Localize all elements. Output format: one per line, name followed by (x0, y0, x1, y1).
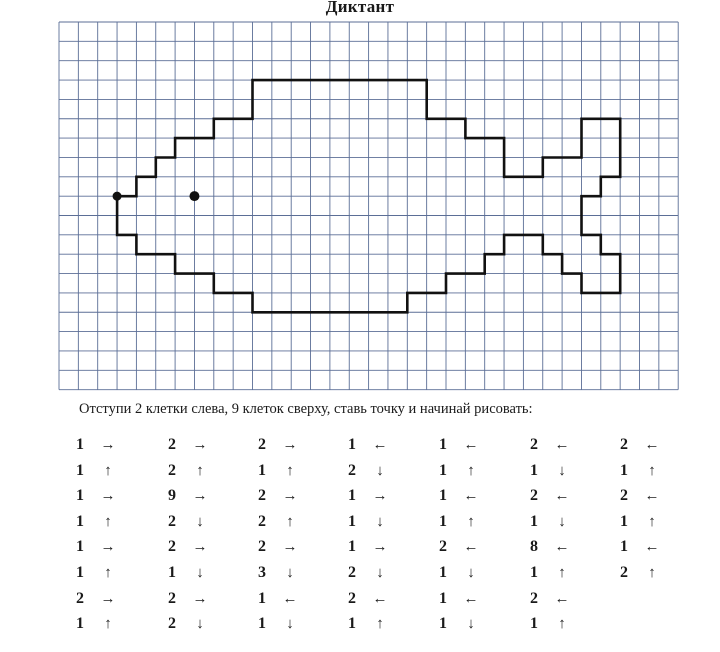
arrow-down-icon: ↓ (196, 565, 204, 581)
arrow-down-icon: ↓ (467, 565, 475, 581)
dictation-step (433, 460, 479, 482)
step-count: 1 (530, 461, 538, 479)
step-count: 1 (439, 487, 447, 505)
arrow-up-icon: ↑ (558, 616, 566, 633)
arrow-up-icon: ↑ (104, 565, 112, 581)
dictation-step (342, 434, 388, 456)
arrow-down-icon: ↓ (376, 513, 384, 530)
dictation-step (70, 511, 116, 533)
step-count: 2 (530, 487, 538, 505)
arrow-down-icon: ↓ (558, 462, 566, 479)
arrow-down-icon: ↓ (286, 616, 294, 633)
arrow-up-icon: ↑ (467, 513, 475, 530)
step-count: 1 (258, 461, 266, 479)
arrow-up-icon: ↑ (648, 513, 656, 530)
arrow-left-icon: ← (463, 488, 479, 505)
dictation-step (342, 485, 388, 507)
step-count: 2 (620, 436, 628, 453)
dictation-step (162, 434, 208, 456)
step-count: 2 (258, 436, 266, 453)
dictation-step (252, 613, 298, 635)
arrow-right-icon: → (372, 488, 388, 505)
step-count: 1 (620, 461, 628, 479)
step-count: 1 (76, 564, 84, 581)
step-count: 2 (348, 589, 356, 607)
dictation-step (70, 588, 116, 610)
dictation-step (162, 588, 208, 610)
step-count: 1 (76, 512, 84, 530)
arrow-up-icon: ↑ (286, 462, 294, 479)
arrow-up-icon: ↑ (648, 462, 656, 479)
step-count: 1 (76, 436, 84, 453)
dictation-step (252, 588, 298, 610)
dictation-step (524, 434, 570, 456)
step-count: 2 (168, 615, 176, 633)
dictation-step (342, 536, 388, 558)
step-count: 1 (439, 589, 447, 607)
arrow-down-icon: ↓ (196, 616, 204, 633)
dictation-step (70, 485, 116, 507)
step-count: 1 (439, 461, 447, 479)
dictation-step (524, 536, 570, 558)
step-count: 2 (620, 564, 628, 581)
arrow-up-icon: ↑ (376, 616, 384, 633)
dictation-step (252, 536, 298, 558)
dictation-step (70, 613, 116, 635)
dictation-step (162, 460, 208, 482)
dictation-step (614, 562, 660, 584)
arrow-right-icon: → (100, 488, 116, 505)
arrow-right-icon: → (192, 488, 208, 505)
dictation-step (524, 511, 570, 533)
step-count: 1 (439, 615, 447, 633)
arrow-down-icon: ↓ (196, 513, 204, 530)
step-count: 2 (439, 538, 447, 556)
step-count: 1 (530, 512, 538, 530)
dictation-step (252, 460, 298, 482)
arrow-down-icon: ↓ (558, 513, 566, 530)
arrow-left-icon: ← (644, 539, 660, 556)
dictation-step (524, 588, 570, 610)
step-count: 1 (348, 512, 356, 530)
dictation-step (614, 485, 660, 507)
step-count: 2 (76, 589, 84, 607)
dictation-step (524, 613, 570, 635)
dictation-step (342, 460, 388, 482)
step-count: 2 (258, 512, 266, 530)
arrow-left-icon: ← (372, 437, 388, 453)
step-count: 2 (258, 487, 266, 505)
dictation-step (162, 536, 208, 558)
grid-lines (59, 22, 678, 390)
dictation-step (524, 562, 570, 584)
arrow-right-icon: → (100, 590, 116, 607)
arrow-left-icon: ← (644, 488, 660, 505)
dictation-step (342, 613, 388, 635)
arrow-left-icon: ← (554, 590, 570, 607)
step-count: 1 (620, 538, 628, 556)
step-count: 2 (530, 589, 538, 607)
start-point-dot (113, 192, 122, 201)
arrow-right-icon: → (282, 488, 298, 505)
step-count: 2 (620, 487, 628, 505)
dictation-step (70, 460, 116, 482)
step-count: 1 (439, 512, 447, 530)
dictation-step (162, 562, 208, 584)
arrow-up-icon: ↑ (558, 565, 566, 581)
step-count: 2 (168, 512, 176, 530)
step-count: 2 (348, 564, 356, 581)
arrow-down-icon: ↓ (376, 565, 384, 581)
step-count: 2 (168, 436, 176, 453)
step-count: 1 (439, 436, 447, 453)
arrow-right-icon: → (192, 590, 208, 607)
arrow-left-icon: ← (372, 590, 388, 607)
arrow-left-icon: ← (554, 488, 570, 505)
dictation-step (614, 460, 660, 482)
arrow-down-icon: ↓ (286, 565, 294, 581)
dictation-step (342, 511, 388, 533)
step-count: 1 (348, 615, 356, 633)
dictation-step (433, 511, 479, 533)
arrow-left-icon: ← (463, 590, 479, 607)
dictation-step (70, 536, 116, 558)
step-count: 1 (76, 461, 84, 479)
arrow-right-icon: → (192, 437, 208, 453)
arrow-right-icon: → (192, 539, 208, 556)
arrow-left-icon: ← (554, 437, 570, 453)
dictation-step (433, 536, 479, 558)
step-count: 1 (348, 487, 356, 505)
dictation-step (162, 485, 208, 507)
step-count: 1 (76, 615, 84, 633)
dictation-step (252, 511, 298, 533)
dictation-step (162, 511, 208, 533)
arrow-right-icon: → (100, 539, 116, 556)
arrow-down-icon: ↓ (376, 462, 384, 479)
instruction-text: Отступи 2 клетки слева, 9 клеток сверху, ставь точку и начинай рисовать: (79, 401, 533, 417)
arrow-up-icon: ↑ (104, 462, 112, 479)
step-count: 1 (348, 538, 356, 556)
step-count: 2 (168, 589, 176, 607)
arrow-left-icon: ← (463, 539, 479, 556)
dictation-step (524, 460, 570, 482)
arrow-down-icon: ↓ (467, 616, 475, 633)
dictation-step (433, 562, 479, 584)
step-count: 2 (168, 538, 176, 556)
dictation-step (70, 434, 116, 456)
arrow-right-icon: → (100, 437, 116, 453)
step-count: 1 (530, 615, 538, 633)
arrow-up-icon: ↑ (286, 513, 294, 530)
arrow-up-icon: ↑ (467, 462, 475, 479)
arrow-left-icon: ← (463, 437, 479, 453)
dictation-step (614, 434, 660, 456)
arrow-left-icon: ← (554, 539, 570, 556)
step-count: 1 (168, 564, 176, 581)
step-count: 8 (530, 538, 538, 556)
step-count: 9 (168, 487, 176, 505)
step-count: 3 (258, 564, 266, 581)
dictation-step (252, 434, 298, 456)
step-count: 1 (258, 589, 266, 607)
step-count: 1 (76, 487, 84, 505)
arrow-left-icon: ← (644, 437, 660, 453)
dictation-step (433, 434, 479, 456)
arrow-right-icon: → (282, 539, 298, 556)
dictation-step (342, 588, 388, 610)
step-count: 1 (76, 538, 84, 556)
dictation-step (433, 588, 479, 610)
arrow-up-icon: ↑ (648, 565, 656, 581)
arrow-right-icon: → (282, 437, 298, 453)
arrow-up-icon: ↑ (104, 513, 112, 530)
dictation-step (342, 562, 388, 584)
arrow-right-icon: → (372, 539, 388, 556)
step-count: 1 (348, 436, 356, 453)
dictation-step (614, 511, 660, 533)
dictation-step (433, 485, 479, 507)
dictation-step (70, 562, 116, 584)
arrow-left-icon: ← (282, 590, 298, 607)
dictation-step (524, 485, 570, 507)
dictation-step (614, 536, 660, 558)
step-count: 1 (530, 564, 538, 581)
arrow-up-icon: ↑ (104, 616, 112, 633)
arrow-up-icon: ↑ (196, 462, 204, 479)
step-count: 1 (439, 564, 447, 581)
step-count: 2 (348, 461, 356, 479)
step-count: 2 (530, 436, 538, 453)
step-count: 1 (258, 615, 266, 633)
step-count: 2 (258, 538, 266, 556)
page-title: Диктант (325, 0, 395, 16)
dictation-step (162, 613, 208, 635)
dictation-step (252, 562, 298, 584)
dictation-step (433, 613, 479, 635)
step-count: 1 (620, 512, 628, 530)
step-count: 2 (168, 461, 176, 479)
dictation-step (252, 485, 298, 507)
fish-eye-dot (189, 191, 199, 201)
